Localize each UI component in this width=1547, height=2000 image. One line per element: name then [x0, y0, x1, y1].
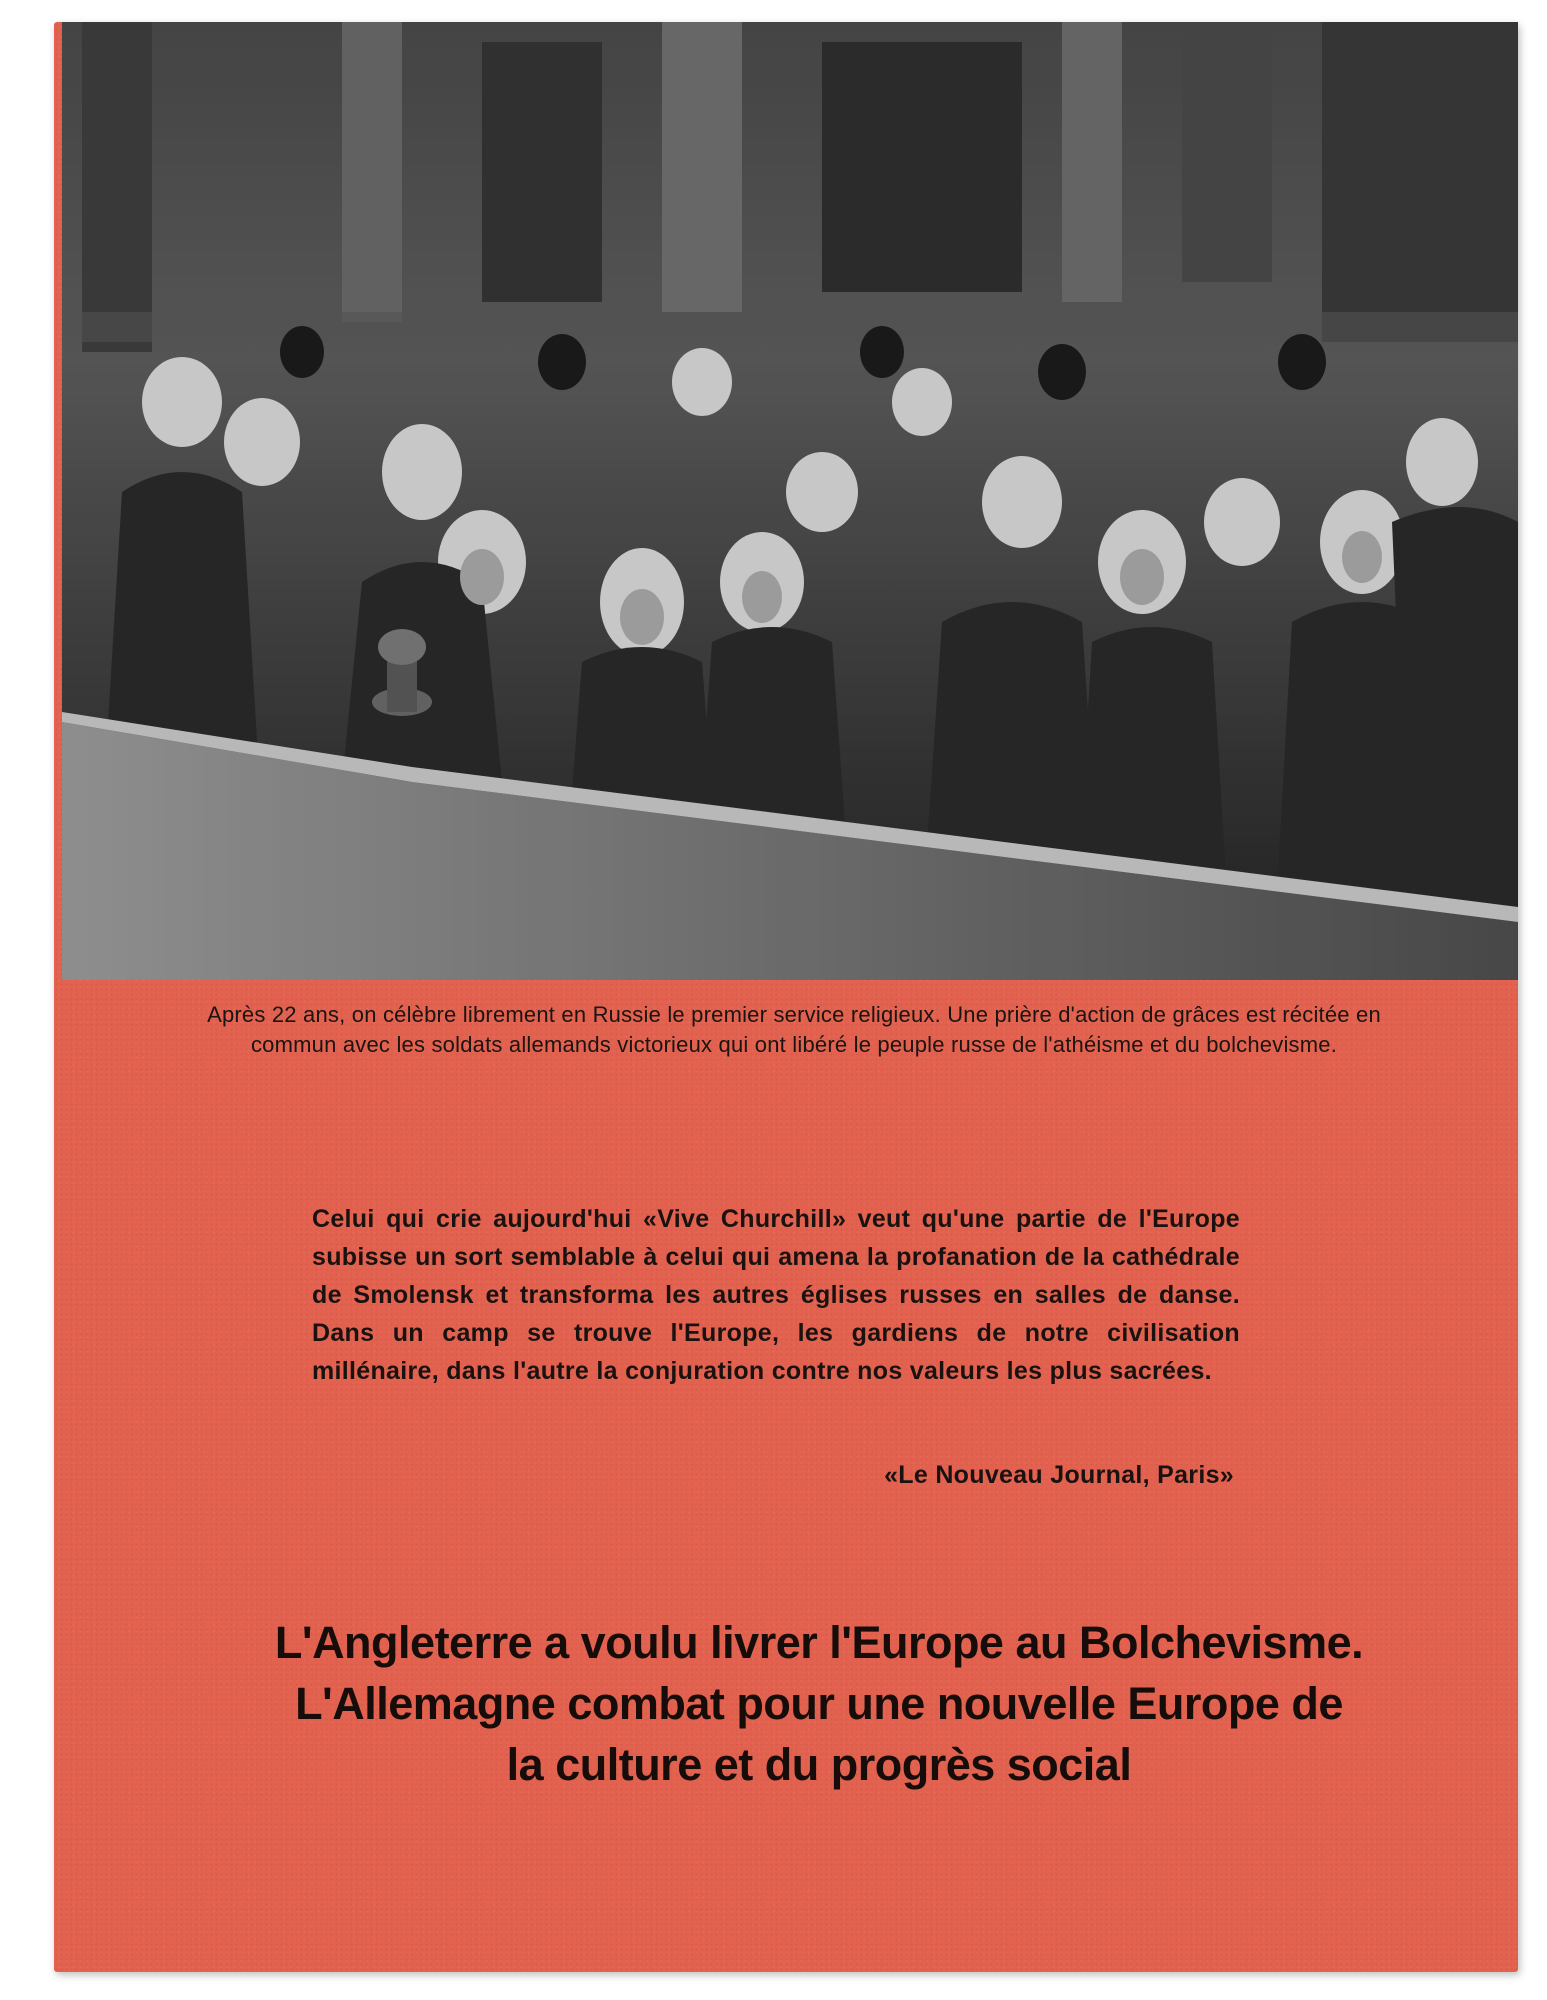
church-congregation-photo: [62, 22, 1518, 980]
newspaper-quote: Celui qui crie aujourd'hui «Vive Churchill» veut qu'une partie de l'Europe subisse un sort semblable à celui qui amena la profanation de la cathédrale de Smolensk et transforma les autres églises russes en salles de danse. Dans un camp se trouve l'Europe, les gardiens de notre civilisation millénaire, dans l'autre la conjuration contre nos valeurs les plus sacrées.: [312, 1205, 1240, 1385]
quote-source: «Le Nouveau Journal, Paris»: [884, 1461, 1234, 1489]
slogan-line-3: la culture et du progrès social: [506, 1739, 1132, 1790]
photo-caption: Après 22 ans, on célèbre librement en Russie le premier service religieux. Une prière d'action de grâces est récitée en commun avec les soldats allemands victorieux qui ont libéré le peuple russe de l'athéisme et du bolchevisme.: [207, 1002, 1381, 1057]
slogan: [164, 1612, 1474, 1795]
slogan-line-1: L'Angleterre a voulu livrer l'Europe au Bolchevisme.: [274, 1617, 1364, 1668]
leaflet-page: [54, 22, 1518, 1972]
slogan-line-2: L'Allemagne combat pour une nouvelle Europe de: [295, 1678, 1343, 1729]
photo-illustration: [62, 22, 1518, 980]
